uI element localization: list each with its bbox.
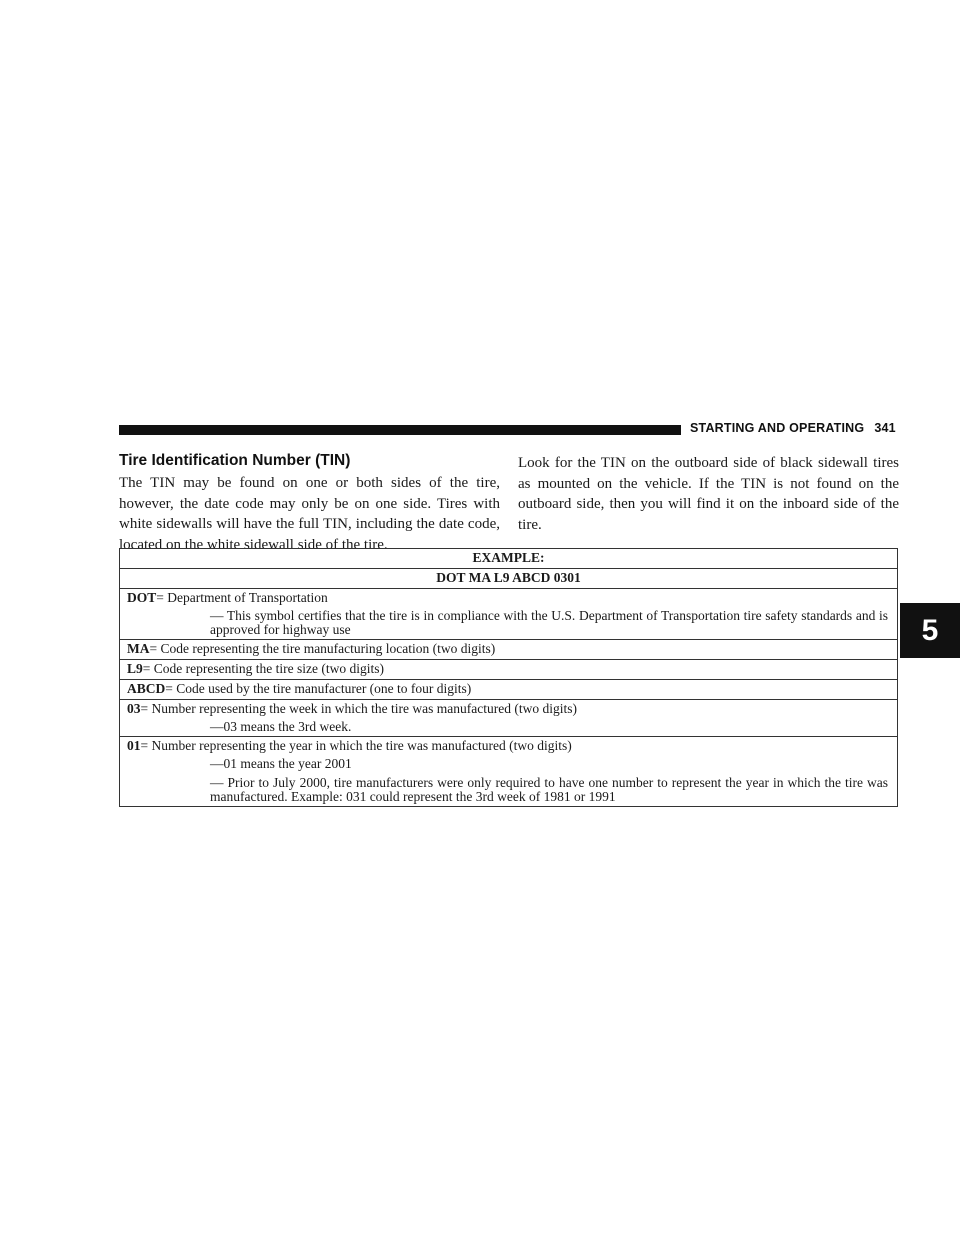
header-section-title: STARTING AND OPERATING <box>690 421 865 435</box>
code-definition: = Code used by the tire manufacturer (one to four digits) <box>165 681 472 696</box>
code-definition: = Number representing the week in which the tire was manufactured (two digits) <box>140 701 577 716</box>
table-row <box>120 589 898 640</box>
table-heading: EXAMPLE: <box>120 549 898 569</box>
code-definition: = Department of Transportation <box>156 590 328 605</box>
code-note: —03 means the 3rd week. <box>210 719 352 734</box>
header-rule <box>119 425 681 435</box>
table-row <box>120 737 898 807</box>
chapter-tab: 5 <box>900 603 960 658</box>
table-row <box>120 640 898 660</box>
code-term: MA <box>127 641 150 656</box>
running-header <box>690 421 900 439</box>
table-cell <box>120 700 898 737</box>
code-term: L9 <box>127 661 143 676</box>
body-paragraph-left: The TIN may be found on one or both sides of the tire, however, the date code may only be on one side. Tires with white sidewalls will have the full TIN, including the date code, located on the white sidewall side of the tire. <box>119 475 500 553</box>
code-note: —01 means the year 2001 <box>210 756 352 771</box>
code-definition: = Code representing the tire size (two digits) <box>142 661 384 676</box>
body-paragraph-right: Look for the TIN on the outboard side of black sidewall tires as mounted on the vehicle. If the TIN is not found on the outboard side, then you will find it on the inboard side of the tire. <box>518 455 899 533</box>
code-definition: = Code representing the tire manufacturing location (two digits) <box>149 641 496 656</box>
tin-example-table <box>119 548 898 807</box>
code-term: 03 <box>127 701 141 716</box>
code-term: DOT <box>127 590 157 605</box>
table-cell <box>120 660 898 680</box>
table-row <box>120 660 898 680</box>
code-term: 01 <box>127 738 141 753</box>
table-row <box>120 680 898 700</box>
table-row <box>120 700 898 737</box>
code-definition: = Number representing the year in which the tire was manufactured (two digits) <box>140 738 572 753</box>
table-cell <box>120 640 898 660</box>
page-number: 341 <box>874 421 896 435</box>
table-cell <box>120 680 898 700</box>
example-code-row <box>120 569 898 589</box>
code-note: — This symbol certifies that the tire is in compliance with the U.S. Department of Transportation tire safety standards and is approved for highway use <box>210 608 888 637</box>
section-heading: Tire Identification Number (TIN) <box>119 452 351 469</box>
table-cell <box>120 589 898 640</box>
table-cell <box>120 737 898 807</box>
table-heading-row <box>120 549 898 569</box>
example-code: DOT MA L9 ABCD 0301 <box>120 569 898 589</box>
code-term: ABCD <box>127 681 166 696</box>
code-note: — Prior to July 2000, tire manufacturers were only required to have one number to represent the year in which the tire was manufactured. Example: 031 could represent the 3rd week of 1981 or 1991 <box>210 775 888 804</box>
